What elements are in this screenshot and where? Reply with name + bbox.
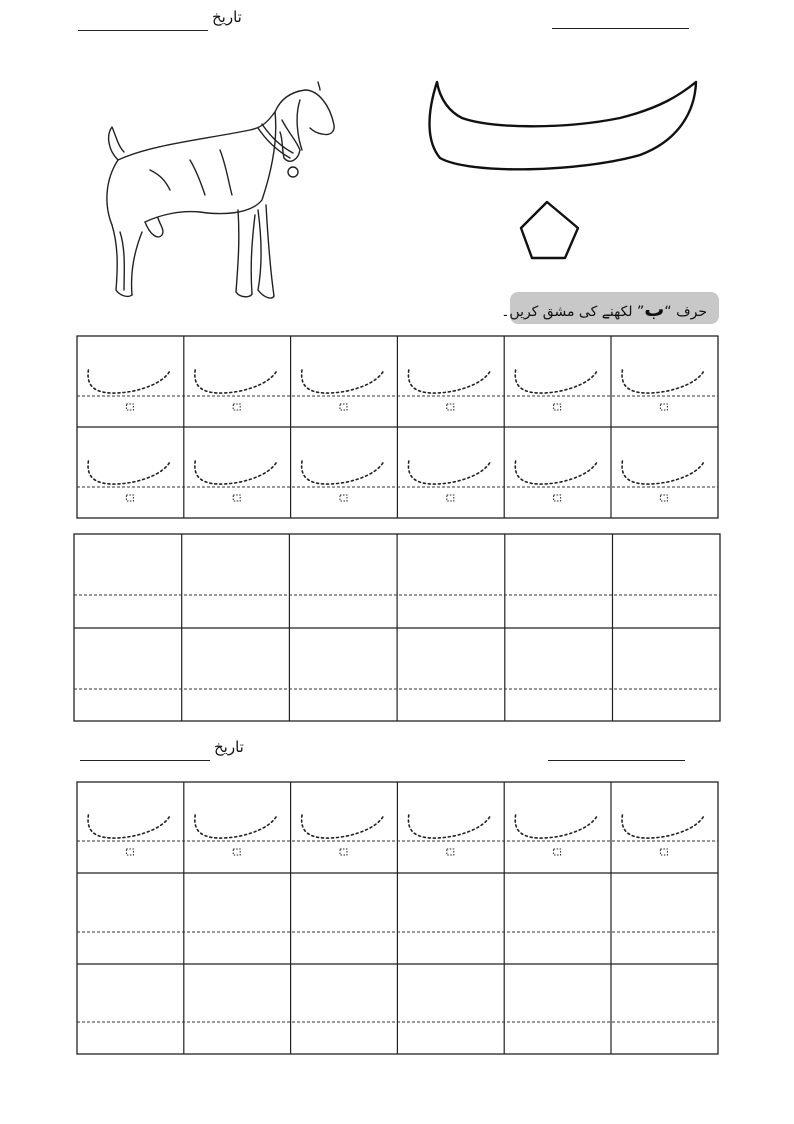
tracing-letter <box>408 815 490 838</box>
instruction-text: حرف “ب” لکھنے کی مشق کریں۔ <box>501 297 707 321</box>
tracing-dot <box>233 849 240 855</box>
tracing-letter <box>302 815 384 838</box>
date-label-bottom: تاریخ <box>214 738 244 756</box>
instruction-suffix: لکھنے کی مشق کریں۔ <box>501 304 633 320</box>
tracing-dot <box>447 849 454 855</box>
date-label-top: تاریخ <box>212 8 242 26</box>
tracing-dot <box>554 849 561 855</box>
instruction-prefix: حرف <box>676 304 707 320</box>
tracing-dot <box>340 849 347 855</box>
tracing-dot <box>126 849 133 855</box>
tracing-letter <box>515 815 597 838</box>
instruction-letter: ب <box>644 297 665 321</box>
tracing-letter <box>88 815 170 838</box>
tracing-dot <box>660 849 667 855</box>
tracing-letter <box>195 815 277 838</box>
tracing-letter <box>622 815 704 838</box>
